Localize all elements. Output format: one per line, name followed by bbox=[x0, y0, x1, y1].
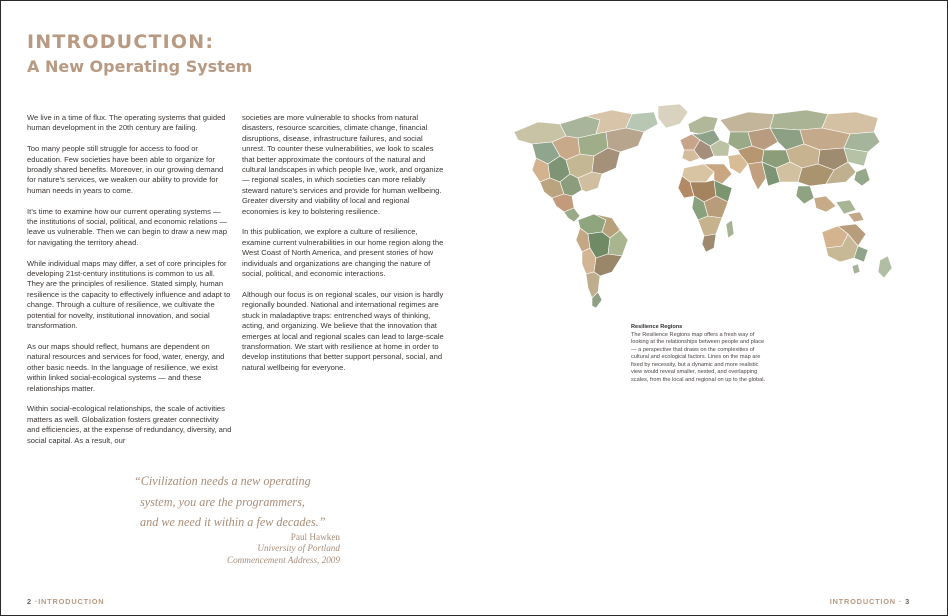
paragraph: It’s time to examine how our current operating systems — the institutions of social, political, and economic relations — leave us vulnerable. Then we can begin to draw a new map for navigating the territory ahead. bbox=[27, 206, 228, 247]
resilience-regions-map bbox=[508, 102, 900, 316]
quote-line-1: “Civilization needs a new operating bbox=[134, 474, 311, 488]
caption-title: Resilience Regions bbox=[631, 324, 683, 330]
paragraph: Too many people still struggle for access to food or education. Few societies have been able to organize for broadly shared benefits. Moreover, in our growing demand for nature’s services, we weaken our ability to provide for human needs in years to come. bbox=[27, 144, 224, 195]
quote-attribution bbox=[190, 532, 340, 566]
north-america-regions bbox=[514, 110, 658, 222]
quote-line-2: system, you are the programmers, bbox=[140, 494, 305, 509]
quote-line-3: and we need it within a few decades.” bbox=[140, 515, 326, 530]
asia-regions bbox=[720, 110, 880, 214]
caption-body: The Resilience Regions map offers a fresh way of looking at the relationships between people and place — a perspective that draws on the complexities of cultural and ecological factors. Lines on the map are fixed by necessity, but a dynamic and more realistic view would reveal smaller, nested, and overlapping scales, from the local and regional on up to the global. bbox=[631, 331, 766, 383]
page-number-left: 2 bbox=[27, 597, 32, 606]
paragraph: Within social-ecological relationships, the scale of activities matters as well. Globalization fosters greater connectivity and efficiencies, at the expense of redundancy, diversity, and social capital. As a result, our bbox=[27, 404, 232, 445]
page-number-right: 3 bbox=[905, 597, 910, 606]
paragraph: While individual maps may differ, a set of core principles for developing 21st-century institutions is common to us all. They are the principles of resilience. Stated simply, human resilience is the capacity to effectively influence and adapt to change. Through a culture of resilience, we cultivate the potential for novelty, institutional innovation, and social transformation. bbox=[27, 258, 231, 331]
footer-label-right: INTRODUCTION bbox=[829, 597, 896, 606]
quote-event: Commencement Address, 2009 bbox=[226, 554, 340, 565]
oceania-regions bbox=[822, 212, 892, 278]
footer-right bbox=[830, 597, 910, 606]
map-caption bbox=[631, 324, 771, 384]
quote-author: Paul Hawken bbox=[290, 532, 340, 542]
greenland-region bbox=[658, 104, 688, 128]
quote-affiliation: University of Portland bbox=[257, 543, 340, 554]
africa-regions bbox=[678, 164, 734, 252]
text-column-1 bbox=[27, 113, 232, 456]
paragraph: societies are more vulnerable to shocks from natural disasters, resource scarcities, climate change, financial disruptions, disease, infrastructure failures, and social unrest. To counter these vulnerabilities, we look to scales that better approximate the contours of the natural and cultural landscapes in which people live, work, and organize — regional scales, in which societies can more reliably steward nature’s services and provide for human wellbeing. Greater diversity and viability of local and regional economies is key to bolstering resilience. bbox=[242, 113, 444, 216]
page-title bbox=[27, 31, 252, 78]
south-america-regions bbox=[576, 214, 628, 308]
title-line-1: INTRODUCTION: bbox=[27, 31, 215, 53]
footer-separator: · bbox=[34, 597, 39, 606]
text-column-2 bbox=[242, 113, 447, 384]
paragraph: We live in a time of flux. The operating systems that guided human development in the 20th century are failing. bbox=[27, 113, 226, 133]
title-line-2: A New Operating System bbox=[27, 57, 253, 76]
pull-quote bbox=[100, 471, 344, 533]
footer-separator: · bbox=[895, 597, 903, 606]
paragraph: In this publication, we explore a culture of resilience, examine current vulnerabilities in our home region along the West Coast of North America, and present stories of how individuals and organizations are changing the nature of social, political, and economic interactions. bbox=[242, 227, 444, 279]
paragraph: Although our focus is on regional scales, our vision is hardly regionally bounded. National and international regimes are stuck in maladaptive traps: entrenched ways of thinking, acting, and organizing. We believe that the innovation that emerges at local and regional scales can lead to large-scale transformation. We start with resilience at home in order to develop institutions that better support personal, social, and natural wellbeing for everyone. bbox=[242, 289, 444, 372]
paragraph: As our maps should reflect, humans are dependent on natural resources and services for food, water, energy, and other basic needs. In the language of resilience, we exist within linked social-ecological systems — and these relationships matter. bbox=[27, 341, 225, 393]
footer-left bbox=[27, 597, 104, 606]
footer-label-left: INTRODUCTION bbox=[38, 597, 105, 606]
